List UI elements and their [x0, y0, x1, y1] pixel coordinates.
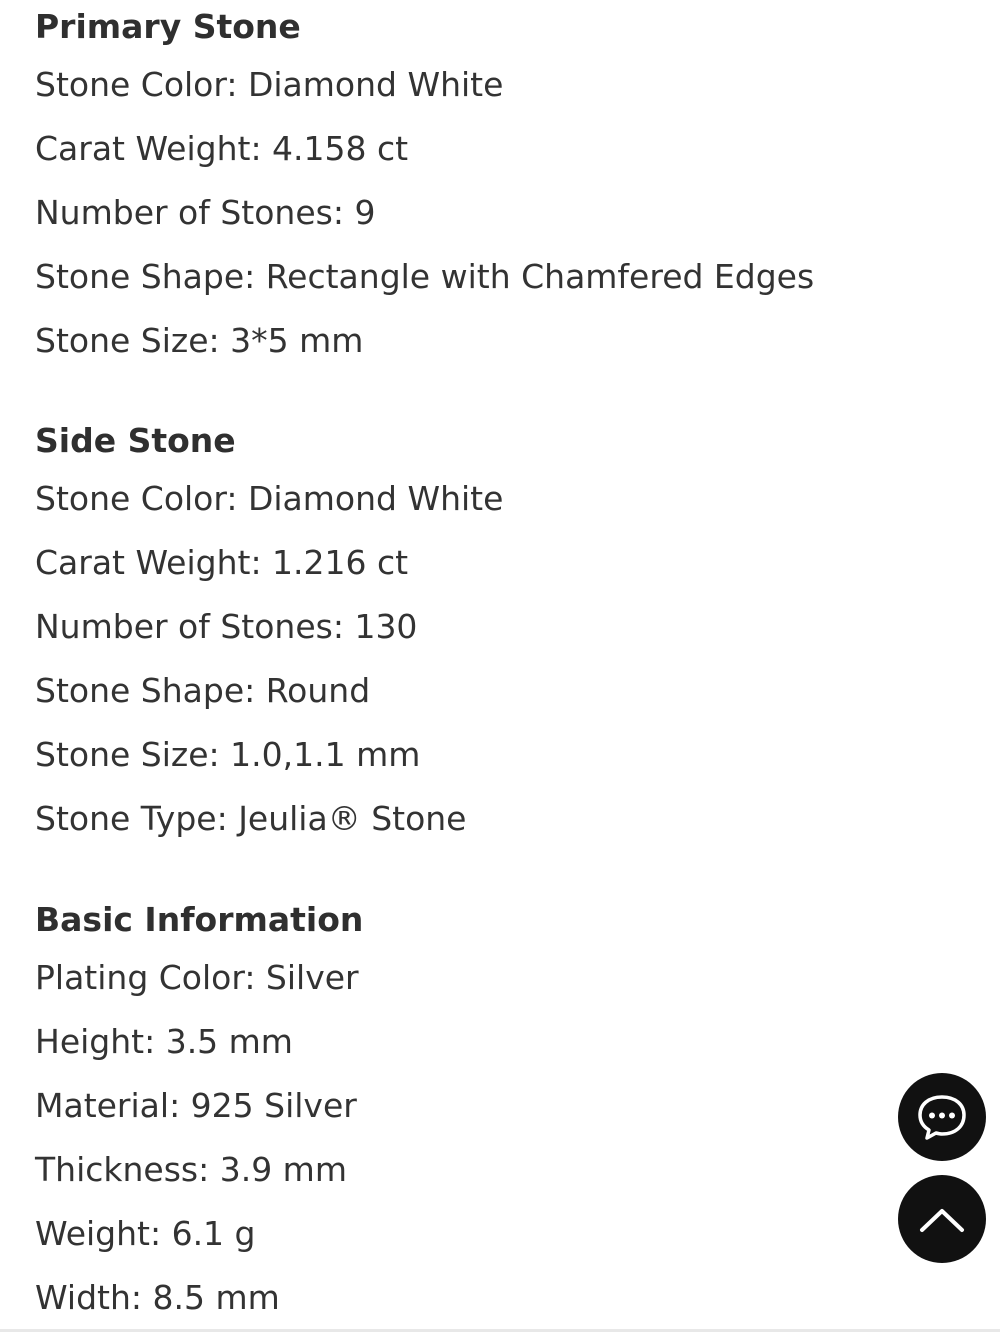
basic-information-title: Basic Information [35, 899, 364, 939]
spec-height: Height: 3.5 mm [35, 1021, 293, 1061]
primary-stone-title: Primary Stone [35, 6, 301, 46]
spec-carat-weight: Carat Weight: 1.216 ct [35, 542, 409, 582]
spec-stone-shape: Stone Shape: Rectangle with Chamfered Edges [35, 256, 815, 296]
basic-information-title-wrap [35, 893, 960, 945]
spec-stone-type: Stone Type: Jeulia® Stone [35, 798, 467, 838]
chat-button[interactable] [898, 1073, 986, 1161]
side-stone-section [35, 414, 960, 850]
chevron-up-icon [917, 1204, 967, 1234]
chat-bubble-icon [915, 1092, 969, 1142]
spec-number-of-stones: Number of Stones: 9 [35, 192, 376, 232]
primary-stone-title-wrap [35, 0, 960, 52]
side-stone-specs [35, 466, 960, 850]
basic-information-specs [35, 945, 960, 1329]
spec-stone-color: Stone Color: Diamond White [35, 64, 504, 104]
spec-thickness: Thickness: 3.9 mm [35, 1149, 347, 1189]
spec-stone-size: Stone Size: 1.0,1.1 mm [35, 734, 421, 774]
side-stone-title: Side Stone [35, 420, 236, 460]
spec-number-of-stones: Number of Stones: 130 [35, 606, 418, 646]
spec-width: Width: 8.5 mm [35, 1277, 280, 1317]
primary-stone-specs [35, 52, 960, 372]
spec-plating-color: Plating Color: Silver [35, 957, 359, 997]
spec-material: Material: 925 Silver [35, 1085, 357, 1125]
spec-stone-shape: Stone Shape: Round [35, 670, 371, 710]
spec-carat-weight: Carat Weight: 4.158 ct [35, 128, 409, 168]
back-to-top-button[interactable] [898, 1175, 986, 1263]
basic-information-section [35, 893, 960, 1329]
primary-stone-section [35, 0, 960, 372]
spec-stone-size: Stone Size: 3*5 mm [35, 320, 364, 360]
spec-stone-color: Stone Color: Diamond White [35, 478, 504, 518]
spec-weight: Weight: 6.1 g [35, 1213, 256, 1253]
side-stone-title-wrap [35, 414, 960, 466]
